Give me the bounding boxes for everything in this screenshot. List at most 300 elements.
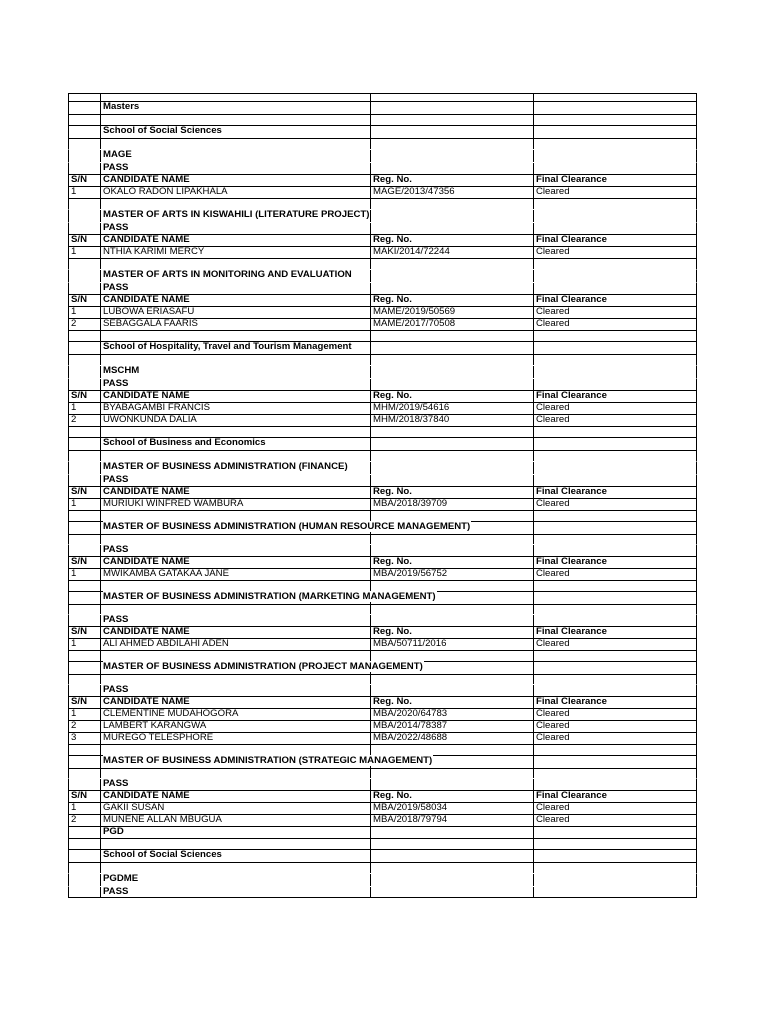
cell-reg	[371, 462, 534, 474]
cell-sn	[69, 126, 101, 138]
section-heading-row	[68, 544, 697, 556]
cell-reg	[371, 366, 534, 378]
spreadsheet-table	[68, 93, 697, 898]
cell-candidate-name: MUNENE ALLAN MBUGUA	[101, 815, 371, 826]
cell-sn	[69, 615, 101, 626]
cell-sn	[69, 605, 101, 614]
cell-sn	[69, 379, 101, 390]
cell-clearance	[534, 283, 696, 294]
cell-name	[101, 451, 371, 461]
cell-reg	[371, 581, 534, 591]
cell-reg	[371, 270, 534, 282]
section-heading	[101, 342, 371, 354]
section-heading-row	[68, 282, 697, 294]
header-candidate-name: CANDIDATE NAME	[101, 391, 371, 402]
cell-reg	[371, 150, 534, 162]
cell-name	[101, 139, 371, 149]
section-heading	[101, 874, 371, 886]
cell-name	[101, 511, 371, 521]
cell-final-clearance: Cleared	[536, 568, 570, 579]
table-row	[68, 814, 697, 826]
section-heading-row	[68, 684, 697, 696]
cell-name	[101, 94, 371, 101]
header-final-clearance: Final Clearance	[536, 390, 607, 401]
blank-row	[68, 580, 697, 591]
header-candidate-name: CANDIDATE NAME	[101, 295, 371, 306]
cell-candidate-name: BYABAGAMBI FRANCIS	[101, 403, 371, 414]
cell-candidate-name: LUBOWA ERIASAFU	[101, 307, 371, 318]
section-heading-row	[68, 125, 697, 138]
table-row	[68, 246, 697, 258]
cell-clearance	[534, 379, 696, 390]
cell-clearance	[534, 199, 696, 209]
section-heading-row	[68, 755, 697, 768]
cell-reg-no: MBA/2020/64783	[371, 709, 534, 720]
table-row	[68, 732, 697, 744]
cell-candidate-name: NTHIA KARIMI MERCY	[101, 247, 371, 258]
section-heading	[101, 270, 371, 282]
section-heading	[101, 615, 371, 626]
cell-clearance	[534, 745, 696, 755]
blank-row	[68, 354, 697, 365]
cell-clearance	[534, 662, 696, 674]
cell-candidate-name: MWIKAMBA GATAKAA JANE	[101, 569, 371, 580]
section-heading-text: PGD	[103, 826, 124, 837]
section-heading-row	[68, 661, 697, 674]
blank-row	[68, 650, 697, 661]
header-candidate-name: CANDIDATE NAME	[101, 557, 371, 568]
cell-reg	[371, 850, 534, 862]
section-heading-text: PASS	[103, 778, 129, 789]
cell-sn: 1	[69, 709, 101, 720]
section-heading-text: PASS	[103, 886, 129, 897]
cell-sn	[69, 756, 101, 768]
cell-final-clearance: Cleared	[536, 732, 570, 743]
cell-final-clearance: Cleared	[536, 498, 570, 509]
cell-sn	[69, 874, 101, 886]
cell-reg	[371, 331, 534, 341]
cell-reg	[371, 102, 534, 114]
column-header-row	[68, 294, 697, 306]
table-row	[68, 708, 697, 720]
cell-reg-no: MBA/2014/78387	[371, 721, 534, 732]
cell-reg	[371, 745, 534, 755]
blank-row	[68, 93, 697, 101]
section-heading-row	[68, 222, 697, 234]
cell-final-clearance: Cleared	[536, 186, 570, 197]
cell-sn	[69, 827, 101, 838]
column-header-row	[68, 626, 697, 638]
blank-row	[68, 744, 697, 755]
section-heading	[101, 150, 371, 162]
cell-reg-no: MAME/2017/70508	[371, 319, 534, 330]
header-sn: S/N	[69, 557, 101, 568]
section-heading	[101, 521, 471, 534]
section-heading-text: School of Social Sciences	[103, 125, 222, 136]
cell-sn	[69, 115, 101, 125]
section-heading	[101, 102, 371, 114]
section-heading	[101, 591, 436, 604]
cell-candidate-name: LAMBERT KARANGWA	[101, 721, 371, 732]
cell-name	[101, 355, 371, 365]
cell-reg-no: MBA/2018/39709	[371, 499, 534, 510]
header-sn: S/N	[69, 175, 101, 186]
cell-reg	[371, 685, 534, 696]
section-heading-row	[68, 209, 697, 222]
section-heading	[101, 545, 371, 556]
cell-reg	[371, 163, 534, 174]
header-final-clearance: Final Clearance	[536, 696, 607, 707]
cell-clearance	[534, 850, 696, 862]
header-candidate-name: CANDIDATE NAME	[101, 791, 371, 802]
cell-reg	[371, 675, 534, 684]
blank-row	[68, 534, 697, 544]
cell-reg	[371, 427, 534, 437]
cell-reg	[371, 342, 534, 354]
cell-final-clearance: Cleared	[536, 802, 570, 813]
cell-sn	[69, 581, 101, 591]
section-heading	[101, 379, 371, 390]
header-reg-no: Reg. No.	[371, 391, 534, 402]
section-heading-text: PASS	[103, 684, 129, 695]
header-candidate-name: CANDIDATE NAME	[101, 175, 371, 186]
cell-sn: 1	[69, 403, 101, 414]
cell-reg	[371, 199, 534, 209]
section-heading-text: MASTER OF BUSINESS ADMINISTRATION (FINANCE)	[103, 461, 348, 472]
cell-sn	[69, 139, 101, 149]
header-reg-no: Reg. No.	[371, 235, 534, 246]
cell-reg	[371, 283, 534, 294]
cell-sn	[69, 839, 101, 849]
cell-final-clearance: Cleared	[536, 306, 570, 317]
header-final-clearance: Final Clearance	[536, 486, 607, 497]
cell-sn: 3	[69, 733, 101, 744]
cell-sn	[69, 850, 101, 862]
cell-sn	[69, 438, 101, 450]
cell-reg-no: MHM/2019/54616	[371, 403, 534, 414]
cell-name	[101, 651, 371, 661]
section-heading-row	[68, 365, 697, 378]
cell-clearance	[534, 675, 696, 684]
cell-name	[101, 331, 371, 341]
cell-clearance	[534, 210, 696, 222]
section-heading	[101, 462, 371, 474]
cell-final-clearance: Cleared	[536, 402, 570, 413]
header-final-clearance: Final Clearance	[536, 174, 607, 185]
cell-name	[101, 839, 371, 849]
cell-reg	[371, 511, 534, 521]
cell-sn	[69, 283, 101, 294]
cell-clearance	[534, 756, 696, 768]
cell-clearance	[534, 581, 696, 591]
cell-sn: 1	[69, 569, 101, 580]
cell-sn	[69, 779, 101, 790]
section-heading-text: MSCHM	[103, 365, 140, 376]
cell-sn: 1	[69, 187, 101, 198]
section-heading-text: PASS	[103, 544, 129, 555]
blank-row	[68, 138, 697, 149]
section-heading-text: MASTER OF ARTS IN KISWAHILI (LITERATURE PROJECT)	[103, 209, 370, 220]
table-row	[68, 318, 697, 330]
cell-clearance	[534, 769, 696, 778]
blank-row	[68, 258, 697, 269]
section-heading	[101, 475, 371, 486]
header-sn: S/N	[69, 235, 101, 246]
cell-candidate-name: MUREGO TELESPHORE	[101, 733, 371, 744]
cell-sn	[69, 427, 101, 437]
cell-clearance	[534, 522, 696, 534]
cell-sn	[69, 355, 101, 365]
section-heading	[101, 685, 371, 696]
cell-reg	[371, 839, 534, 849]
cell-reg	[371, 769, 534, 778]
cell-candidate-name: SEBAGGALA FAARIS	[101, 319, 371, 330]
cell-reg-no: MBA/2019/58034	[371, 803, 534, 814]
header-candidate-name: CANDIDATE NAME	[101, 697, 371, 708]
cell-reg	[371, 94, 534, 101]
section-heading	[101, 210, 371, 222]
cell-candidate-name: MURIUKI WINFRED WAMBURA	[101, 499, 371, 510]
cell-reg	[371, 605, 534, 614]
header-candidate-name: CANDIDATE NAME	[101, 487, 371, 498]
cell-sn	[69, 223, 101, 234]
cell-name	[101, 535, 371, 544]
cell-sn: 2	[69, 415, 101, 426]
header-reg-no: Reg. No.	[371, 557, 534, 568]
cell-clearance	[534, 651, 696, 661]
cell-sn: 1	[69, 639, 101, 650]
header-reg-no: Reg. No.	[371, 791, 534, 802]
cell-final-clearance: Cleared	[536, 720, 570, 731]
cell-candidate-name: OKALO RADON LIPAKHALA	[101, 187, 371, 198]
section-heading-text: PASS	[103, 282, 129, 293]
cell-clearance	[534, 102, 696, 114]
cell-clearance	[534, 331, 696, 341]
cell-reg	[371, 259, 534, 269]
blank-row	[68, 330, 697, 341]
header-reg-no: Reg. No.	[371, 697, 534, 708]
cell-sn	[69, 102, 101, 114]
column-header-row	[68, 790, 697, 802]
blank-row	[68, 604, 697, 614]
section-heading-row	[68, 873, 697, 886]
section-heading-text: PASS	[103, 378, 129, 389]
blank-row	[68, 862, 697, 873]
cell-sn	[69, 592, 101, 604]
section-heading	[101, 661, 423, 674]
cell-clearance	[534, 779, 696, 790]
section-heading-row	[68, 591, 697, 604]
cell-sn: 2	[69, 815, 101, 826]
header-candidate-name: CANDIDATE NAME	[101, 627, 371, 638]
cell-clearance	[534, 94, 696, 101]
cell-reg-no: MAGE/2013/47356	[371, 187, 534, 198]
table-row	[68, 306, 697, 318]
section-heading-text: MAGE	[103, 149, 132, 160]
section-heading	[101, 366, 371, 378]
section-heading-row	[68, 849, 697, 862]
cell-name	[101, 259, 371, 269]
cell-reg	[371, 545, 534, 556]
section-heading	[101, 438, 371, 450]
table-row	[68, 802, 697, 814]
cell-sn	[69, 342, 101, 354]
blank-row	[68, 510, 697, 521]
cell-clearance	[534, 462, 696, 474]
cell-final-clearance: Cleared	[536, 814, 570, 825]
section-heading	[101, 887, 371, 897]
cell-sn	[69, 199, 101, 209]
cell-sn	[69, 259, 101, 269]
cell-clearance	[534, 451, 696, 461]
cell-reg-no: MBA/2022/48688	[371, 733, 534, 744]
header-final-clearance: Final Clearance	[536, 790, 607, 801]
cell-name	[101, 199, 371, 209]
cell-candidate-name: UWONKUNDA DALIA	[101, 415, 371, 426]
cell-reg-no: MHM/2018/37840	[371, 415, 534, 426]
section-heading	[101, 779, 371, 790]
cell-reg	[371, 451, 534, 461]
cell-clearance	[534, 427, 696, 437]
cell-name	[101, 605, 371, 614]
cell-clearance	[534, 545, 696, 556]
cell-clearance	[534, 605, 696, 614]
cell-reg	[371, 615, 534, 626]
cell-final-clearance: Cleared	[536, 318, 570, 329]
cell-name	[101, 581, 371, 591]
cell-clearance	[534, 874, 696, 886]
cell-sn	[69, 451, 101, 461]
blank-row	[68, 198, 697, 209]
section-heading	[101, 163, 371, 174]
table-row	[68, 186, 697, 198]
cell-reg-no: MAKI/2014/72244	[371, 247, 534, 258]
cell-clearance	[534, 511, 696, 521]
cell-clearance	[534, 115, 696, 125]
cell-clearance	[534, 150, 696, 162]
cell-sn: 1	[69, 307, 101, 318]
header-sn: S/N	[69, 697, 101, 708]
column-header-row	[68, 556, 697, 568]
cell-sn	[69, 210, 101, 222]
cell-sn	[69, 366, 101, 378]
cell-sn: 1	[69, 247, 101, 258]
table-row	[68, 498, 697, 510]
cell-sn	[69, 331, 101, 341]
cell-name	[101, 675, 371, 684]
section-heading-text: MASTER OF ARTS IN MONITORING AND EVALUATION	[103, 269, 352, 280]
table-row	[68, 720, 697, 732]
cell-sn	[69, 163, 101, 174]
section-heading-row	[68, 778, 697, 790]
section-heading-text: MASTER OF BUSINESS ADMINISTRATION (PROJECT MANAGEMENT)	[103, 661, 423, 672]
section-heading-text: PASS	[103, 614, 129, 625]
header-sn: S/N	[69, 391, 101, 402]
header-reg-no: Reg. No.	[371, 627, 534, 638]
section-heading-text: MASTER OF BUSINESS ADMINISTRATION (STRATEGIC MANAGEMENT)	[103, 755, 433, 766]
header-candidate-name: CANDIDATE NAME	[101, 235, 371, 246]
section-heading	[101, 223, 371, 234]
header-sn: S/N	[69, 627, 101, 638]
cell-reg	[371, 355, 534, 365]
cell-clearance	[534, 615, 696, 626]
cell-clearance	[534, 126, 696, 138]
table-row	[68, 414, 697, 426]
section-heading-row	[68, 378, 697, 390]
cell-clearance	[534, 366, 696, 378]
blank-row	[68, 768, 697, 778]
cell-clearance	[534, 342, 696, 354]
cell-clearance	[534, 535, 696, 544]
cell-candidate-name: GAKII SUSAN	[101, 803, 371, 814]
cell-final-clearance: Cleared	[536, 708, 570, 719]
cell-sn	[69, 887, 101, 897]
section-heading	[101, 283, 371, 294]
cell-final-clearance: Cleared	[536, 638, 570, 649]
cell-sn	[69, 462, 101, 474]
cell-clearance	[534, 355, 696, 365]
header-sn: S/N	[69, 791, 101, 802]
section-heading-row	[68, 521, 697, 534]
header-sn: S/N	[69, 295, 101, 306]
section-heading-text: PASS	[103, 474, 129, 485]
cell-sn: 2	[69, 721, 101, 732]
cell-final-clearance: Cleared	[536, 246, 570, 257]
cell-reg	[371, 475, 534, 486]
table-row	[68, 402, 697, 414]
header-final-clearance: Final Clearance	[536, 294, 607, 305]
cell-reg	[371, 379, 534, 390]
cell-clearance	[534, 839, 696, 849]
section-heading-row	[68, 614, 697, 626]
blank-row	[68, 114, 697, 125]
section-heading-row	[68, 162, 697, 174]
section-heading	[101, 827, 371, 838]
cell-name	[101, 769, 371, 778]
cell-reg-no: MAME/2019/50569	[371, 307, 534, 318]
section-heading-row	[68, 826, 697, 838]
cell-clearance	[534, 139, 696, 149]
cell-reg	[371, 210, 534, 222]
cell-reg	[371, 223, 534, 234]
cell-final-clearance: Cleared	[536, 414, 570, 425]
cell-clearance	[534, 270, 696, 282]
section-heading	[101, 755, 433, 768]
section-heading-row	[68, 886, 697, 898]
cell-reg	[371, 139, 534, 149]
header-reg-no: Reg. No.	[371, 487, 534, 498]
header-reg-no: Reg. No.	[371, 175, 534, 186]
table-row	[68, 568, 697, 580]
cell-clearance	[534, 259, 696, 269]
column-header-row	[68, 234, 697, 246]
cell-clearance	[534, 163, 696, 174]
cell-sn	[69, 662, 101, 674]
header-final-clearance: Final Clearance	[536, 626, 607, 637]
section-heading-text: School of Hospitality, Travel and Tourism Management	[103, 341, 352, 352]
cell-sn	[69, 863, 101, 873]
cell-sn	[69, 675, 101, 684]
cell-clearance	[534, 685, 696, 696]
cell-reg	[371, 779, 534, 790]
cell-sn	[69, 94, 101, 101]
cell-sn	[69, 685, 101, 696]
cell-clearance	[534, 438, 696, 450]
cell-sn	[69, 651, 101, 661]
section-heading-row	[68, 461, 697, 474]
section-heading-text: PASS	[103, 162, 129, 173]
header-final-clearance: Final Clearance	[536, 234, 607, 245]
